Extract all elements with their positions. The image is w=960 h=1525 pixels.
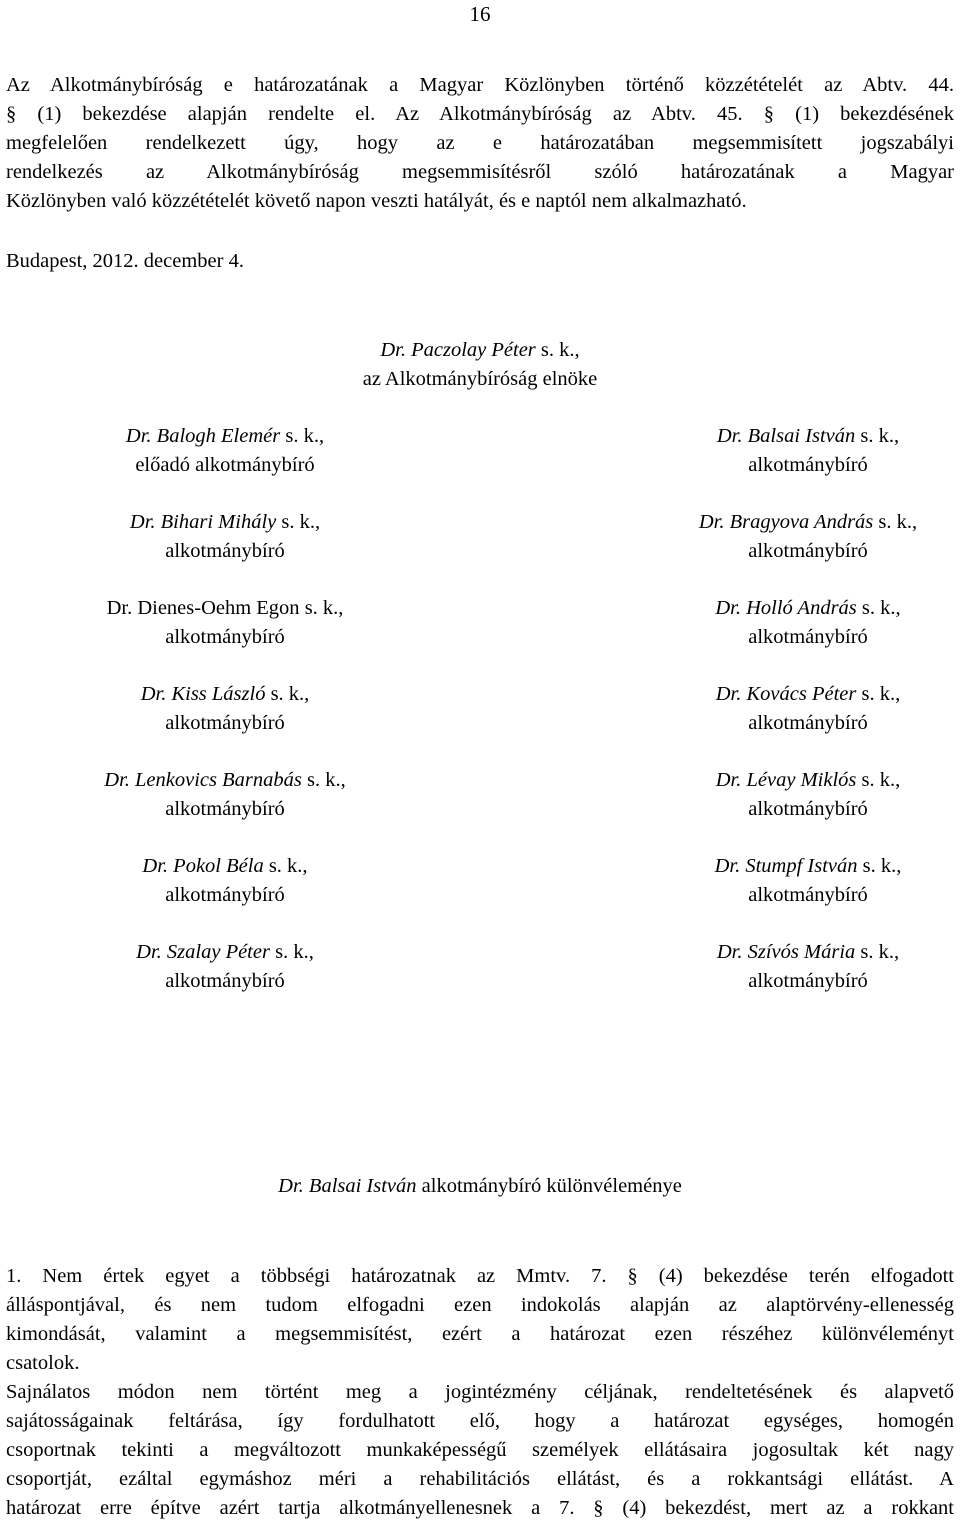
signer-name: Dr. Holló András <box>715 597 857 619</box>
judge-signature <box>618 594 960 652</box>
signer-title: alkotmánybíró <box>165 626 285 648</box>
signer-suffix: s. k., <box>263 855 308 877</box>
judge-signature <box>35 938 415 996</box>
signer-title: alkotmánybíró <box>748 540 868 562</box>
signer-title: alkotmánybíró <box>165 540 285 562</box>
signer-title: alkotmánybíró <box>165 970 285 992</box>
signer-suffix: s. k., <box>276 511 321 533</box>
signer-name: Dr. Kovács Péter <box>715 683 857 705</box>
signer-title: az Alkotmánybíróság elnöke <box>362 368 598 390</box>
signer-title: alkotmánybíró <box>748 884 868 906</box>
signer-suffix: s. k., <box>269 941 314 963</box>
signer-title: alkotmánybíró <box>165 884 285 906</box>
signer-suffix: s. k., <box>856 769 901 791</box>
judge-signature <box>35 594 415 652</box>
signer-name: Dr. Szalay Péter <box>136 941 270 963</box>
paragraph-line: kimondását, valamint a megsemmisítést, ezért a határozat ezen részéhez különvéleményt <box>6 1323 954 1345</box>
signer-name: Dr. Kiss László <box>140 683 266 705</box>
judge-signature <box>35 852 415 910</box>
judge-signature <box>618 852 960 910</box>
signer-suffix: s. k., <box>280 425 325 447</box>
opinion-title-rest: alkotmánybíró különvéleménye <box>416 1175 682 1197</box>
signer-name: Dr. Balogh Elemér <box>125 425 281 447</box>
signer-suffix: s. k., <box>857 855 902 877</box>
signer-title: alkotmánybíró <box>748 970 868 992</box>
paragraph-line: megfelelően rendelkezett úgy, hogy az e határozatában megsemmisített jogszabályi <box>6 132 954 154</box>
signer-name: Dr. Lévay Miklós <box>715 769 857 791</box>
signer-suffix: s. k., <box>535 339 580 361</box>
opinion-paragraph-2 <box>6 1378 954 1523</box>
judge-signature <box>35 766 415 824</box>
judge-signature <box>35 508 415 566</box>
signer-suffix: s. k., <box>265 683 310 705</box>
signer-name: Dr. Lenkovics Barnabás <box>104 769 302 791</box>
signer-name: Dr. Balsai István <box>716 425 856 447</box>
signer-suffix: s. k., <box>855 425 900 447</box>
paragraph-line: csoportját, ezáltal egymáshoz méri a rehabilitációs ellátást, és a rokkantsági ellátást. A <box>6 1468 954 1490</box>
signer-suffix: s. k., <box>873 511 918 533</box>
paragraph-line: Sajnálatos módon nem történt meg a jogintézmény céljának, rendeltetésének és alapvető <box>6 1381 954 1403</box>
paragraph-line: rendelkezés az Alkotmánybíróság megsemmisítésről szóló határozatának a Magyar <box>6 161 954 183</box>
signer-suffix: s. k., <box>856 597 901 619</box>
paragraph-line: 1. Nem értek egyet a többségi határozatnak az Mmtv. 7. § (4) bekezdése terén elfogadott <box>6 1265 954 1287</box>
paragraph-line: álláspontjával, és nem tudom elfogadni ezen indokolás alapján az alaptörvény-ellenesség <box>6 1294 954 1316</box>
paragraph-line: Az Alkotmánybíróság e határozatának a Magyar Közlönyben történő közzétételét az Abtv. 44. <box>6 74 954 96</box>
paragraph-line: sajátosságainak feltárása, így fordulhatott elő, hogy a határozat egységes, homogén <box>6 1410 954 1432</box>
signer-name: Dr. Dienes-Oehm Egon <box>106 597 300 619</box>
signer-title: alkotmánybíró <box>165 712 285 734</box>
signer-title: alkotmánybíró <box>748 798 868 820</box>
judge-signature <box>618 938 960 996</box>
opinion-author: Dr. Balsai István <box>278 1175 417 1197</box>
ruling-publication-paragraph <box>6 71 954 216</box>
signer-suffix: s. k., <box>301 769 346 791</box>
signer-title: alkotmánybíró <box>748 626 868 648</box>
place-and-date: Budapest, 2012. december 4. <box>6 250 244 272</box>
signer-title: alkotmánybíró <box>165 798 285 820</box>
signer-suffix: s. k., <box>856 683 901 705</box>
signer-name: Dr. Bragyova András <box>698 511 874 533</box>
signer-title: előadó alkotmánybíró <box>135 454 315 476</box>
paragraph-line: határozat erre építve azért tartja alkotmányellenesnek a 7. § (4) bekezdést, mert az a rokkant <box>6 1497 954 1519</box>
dissenting-opinion-title <box>0 1175 960 1198</box>
signer-name: Dr. Stumpf István <box>714 855 858 877</box>
paragraph-line: csoportnak tekinti a megváltozott munkaképességű személyek ellátásaira jogosultak két nagy <box>6 1439 954 1461</box>
signer-suffix: s. k., <box>855 941 900 963</box>
judge-signature <box>618 680 960 738</box>
judge-signature <box>618 422 960 480</box>
signer-title: alkotmánybíró <box>748 454 868 476</box>
judge-signature <box>618 766 960 824</box>
signer-name: Dr. Pokol Béla <box>142 855 264 877</box>
signer-suffix: s. k., <box>299 597 344 619</box>
judge-signature <box>618 508 960 566</box>
paragraph-line: csatolok. <box>6 1352 80 1374</box>
signer-name: Dr. Paczolay Péter <box>380 339 536 361</box>
paragraph-line: § (1) bekezdése alapján rendelte el. Az Alkotmánybíróság az Abtv. 45. § (1) bekezdésének <box>6 103 954 125</box>
page-number: 16 <box>469 2 491 26</box>
paragraph-line: Közlönyben való közzétételét követő napon veszti hatályát, és e naptól nem alkalmazható. <box>6 190 747 212</box>
signer-title: alkotmánybíró <box>748 712 868 734</box>
judge-signature <box>35 680 415 738</box>
opinion-paragraph-1 <box>6 1262 954 1378</box>
judge-signature <box>35 422 415 480</box>
signer-name: Dr. Bihari Mihály <box>129 511 277 533</box>
signer-name: Dr. Szívós Mária <box>716 941 856 963</box>
president-signature <box>290 336 670 394</box>
